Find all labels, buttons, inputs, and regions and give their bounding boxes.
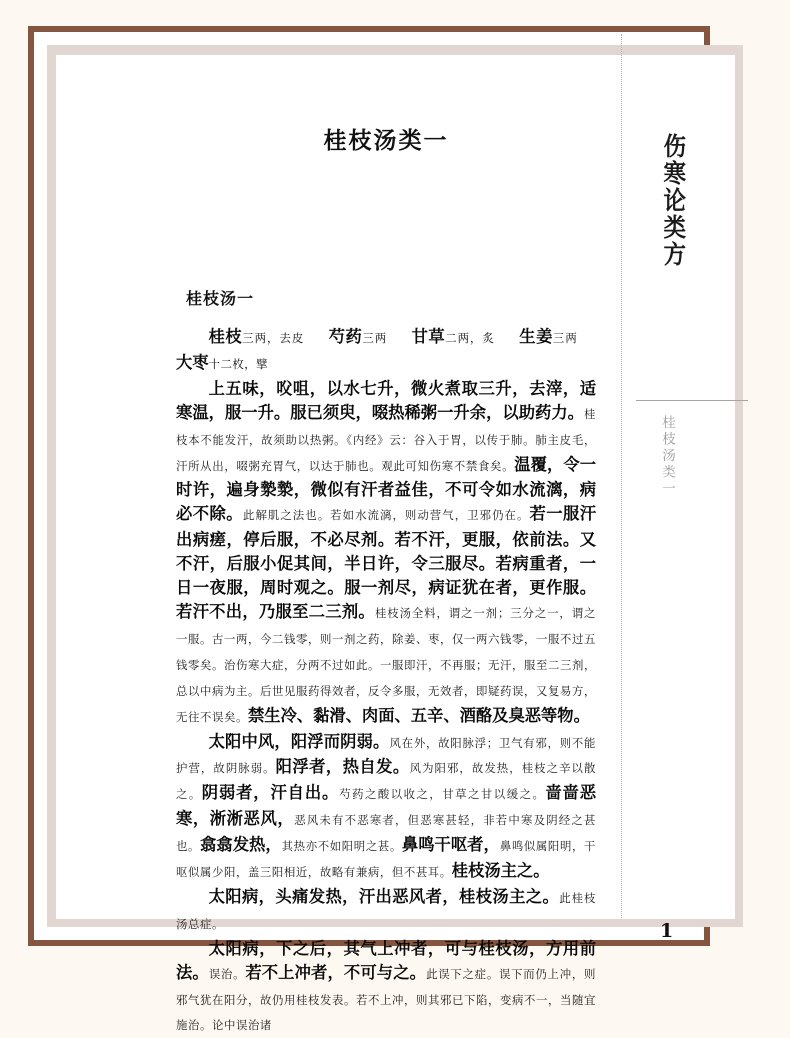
paragraph-preparation (176, 377, 596, 730)
classic-text: 若不上冲者，不可与之。 (245, 962, 427, 982)
ingredient-name: 芍药 (328, 327, 363, 346)
paragraph-clause-1 (176, 730, 596, 885)
commentary-text: 芍药之酸以收之，甘草之甘以缓之。 (339, 787, 546, 802)
ingredient-item (176, 353, 268, 372)
commentary-text: 桂枝本不能发汗，故须助以热粥。《内经》云：谷入于胃，以传于肺。肺主皮毛，汗所从出，啜粥充胃气，以达于肺也。观此可知伤寒不禁食矣。 (176, 406, 596, 473)
classic-text: 啬啬恶寒，淅淅恶风， (176, 783, 596, 829)
ingredient-name: 大枣 (176, 352, 209, 372)
classic-text: 翕翕发热， (200, 835, 282, 855)
formula-heading: 桂枝汤一 (186, 289, 255, 308)
commentary-text: 误治。 (208, 966, 246, 981)
chapter-vertical-label: 桂枝汤类一 (659, 415, 675, 498)
ingredient-item (519, 327, 577, 346)
ingredient-list (176, 325, 596, 377)
classic-text: 阳浮者，热自发。 (275, 757, 410, 777)
commentary-text: 风在外，故阳脉浮；卫气有邪，则不能护营，故阴脉弱。 (176, 735, 596, 776)
classic-text: 阴弱者，汗自出。 (201, 783, 340, 803)
classic-text: 上五味，㕮咀，以水七升，微火煮取三升，去滓，适寒温，服一升。服已须臾，啜热稀粥一升余，以助药力。 (176, 378, 596, 422)
classic-text: 禁生冷、黏滑、肉面、五辛、酒酪及臭恶等物。 (247, 705, 590, 725)
ingredient-dose: 三两 (552, 331, 578, 345)
ingredient-item (209, 327, 305, 346)
paragraph-clause-2 (176, 885, 596, 937)
ingredient-name: 生姜 (519, 327, 553, 346)
page-number: 1 (660, 920, 674, 942)
ingredient-item (412, 327, 495, 346)
ingredient-dose: 三两，去皮 (242, 331, 305, 345)
ingredient-item (329, 327, 387, 346)
commentary-text: 鼻鸣似属阳明，干呕似属少阳，盖三阳相近，故略有兼病，但不甚耳。 (176, 839, 596, 880)
commentary-text: 桂枝汤全料，谓之一剂；三分之一，谓之一服。古一两，今二钱零，则一剂之药，除姜、枣，仅一两六钱零，一服不过五钱零矣。治伤寒大症，分两不过如此。一服即汗，不再服；无汗，服至二三剂，总以中病为主。后世见服药得效者，反令多服，无效者，即疑药误，又复易方，无往不误矣。 (176, 605, 596, 724)
book-spine-title: 伤寒论类方 (660, 132, 687, 268)
commentary-text: 此桂枝汤总症。 (176, 890, 596, 931)
classic-text: 鼻鸣干呕者， (401, 835, 500, 855)
gutter-dotted-line (621, 34, 622, 918)
classic-text: 太阳中风，阳浮而阴弱。 (208, 731, 390, 751)
commentary-text: 风为阳邪，故发热，桂枝之辛以散之。 (176, 761, 596, 802)
classic-text: 太阳病，下之后，其气上冲者，可与桂枝汤，方用前法。 (176, 938, 596, 982)
ingredient-name: 桂枝 (208, 327, 243, 346)
body-text-flow (176, 309, 596, 1038)
margin-divider-rule (636, 400, 748, 401)
commentary-text: 此误下之症。误下而仍上冲，则邪气犹在阳分，故仍用桂枝发表。若不上冲，则其邪已下陷，变病不一，当随宜施治。论中误治诸 (176, 966, 596, 1033)
classic-text: 温覆，令一时许，遍身漐漐，微似有汗者益佳，不可令如水流漓，病必不除。 (176, 454, 596, 524)
ingredient-dose: 二两，炙 (445, 331, 495, 345)
classic-text: 若一服汗出病瘥，停后服，不必尽剂。若不汗，更服，依前法。又不汗，后服小促其间，半日许，令三服尽。若病重者，一日一夜服，周时观之。服一剂尽，病证犹在者，更作服。若汗不出，乃服至二三剂。 (176, 504, 596, 621)
commentary-text: 恶风未有不恶寒者，但恶寒甚轻，非若中寒及阴经之甚也。 (176, 813, 596, 854)
classic-text: 太阳病，头痛发热，汗出恶风者，桂枝汤主之。 (208, 886, 560, 906)
ingredient-dose: 十二枚，擘 (208, 356, 269, 371)
ingredient-dose: 三两 (362, 331, 388, 345)
commentary-text: 其热亦不如阳明之甚。 (281, 839, 402, 854)
text-column (176, 108, 596, 1033)
ingredient-name: 甘草 (411, 327, 446, 346)
classic-text: 桂枝汤主之。 (451, 861, 550, 881)
margin-column (640, 120, 706, 280)
page-title: 桂枝汤类一 (323, 128, 449, 154)
commentary-text: 此解肌之法也。若如水流漓，则动营气，卫邪仍在。 (242, 508, 530, 523)
paragraph-clause-3 (176, 937, 596, 1038)
